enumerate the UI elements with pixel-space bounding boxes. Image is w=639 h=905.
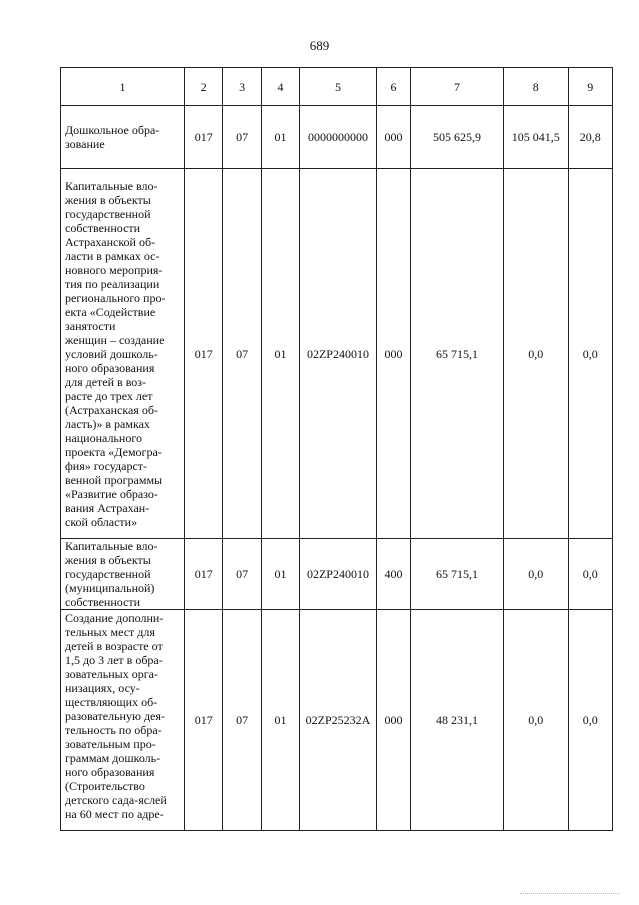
column-header: 2: [185, 68, 223, 106]
column-header: 3: [223, 68, 261, 106]
row-name: Капитальные вло- жения в объекты государственной (муниципальной) собственности: [61, 539, 185, 610]
table-row: [61, 610, 613, 831]
cell-percent: 0,0: [568, 610, 612, 831]
scan-artifact: [520, 893, 620, 896]
cell-target-article: 0000000000: [300, 106, 377, 169]
cell-amount: 48 231,1: [411, 610, 504, 831]
cell-expense-type: 000: [376, 610, 410, 831]
cell-amount: 505 625,9: [411, 106, 504, 169]
cell-target-article: 02ZP240010: [300, 539, 377, 610]
column-header: 5: [300, 68, 377, 106]
table-row: [61, 106, 613, 169]
cell-target-article: 02ZP25232A: [300, 610, 377, 831]
table-row: [61, 539, 613, 610]
cell-ministry-code: 017: [185, 539, 223, 610]
cell-subsection: 01: [261, 539, 299, 610]
cell-subsection: 01: [261, 610, 299, 831]
cell-section: 07: [223, 169, 261, 539]
cell-executed: 0,0: [503, 610, 568, 831]
table-row: [61, 169, 613, 539]
column-header: 7: [411, 68, 504, 106]
cell-amount: 65 715,1: [411, 539, 504, 610]
cell-executed: 0,0: [503, 169, 568, 539]
column-header: 4: [261, 68, 299, 106]
row-name: Создание дополни- тельных мест для детей в возрасте от 1,5 до 3 лет в обра- зовательных орга- низациях, осу- ществляющих об- разовательную дея- тельность по обра- зовательным про- граммам дошколь- ного образования (Строительство детского сада-яслей на 60 мест по адре-: [61, 610, 185, 831]
header-row: [61, 68, 613, 106]
column-header: 9: [568, 68, 612, 106]
cell-ministry-code: 017: [185, 169, 223, 539]
cell-percent: 20,8: [568, 106, 612, 169]
cell-expense-type: 400: [376, 539, 410, 610]
cell-executed: 105 041,5: [503, 106, 568, 169]
cell-expense-type: 000: [376, 106, 410, 169]
cell-percent: 0,0: [568, 169, 612, 539]
cell-percent: 0,0: [568, 539, 612, 610]
column-header: 6: [376, 68, 410, 106]
cell-ministry-code: 017: [185, 106, 223, 169]
cell-subsection: 01: [261, 106, 299, 169]
budget-table: [60, 67, 613, 831]
column-header: 8: [503, 68, 568, 106]
cell-section: 07: [223, 106, 261, 169]
cell-section: 07: [223, 610, 261, 831]
row-name: Капитальные вло- жения в объекты государственной собственности Астраханской об- ласти в рамках ос- новного мероприя- тия по реализации регионального про- екта «Содействие занятости женщин – создание условий дошколь- ного образования для детей в воз- расте до трех лет (Астраханская об- ласть)» в рамках национального проекта «Демогра- фия» государст- венной программы «Развитие образо- вания Астрахан- ской области»: [61, 169, 185, 539]
page-number: 689: [309, 38, 330, 53]
cell-executed: 0,0: [503, 539, 568, 610]
cell-section: 07: [223, 539, 261, 610]
cell-target-article: 02ZP240010: [300, 169, 377, 539]
column-header: 1: [61, 68, 185, 106]
cell-ministry-code: 017: [185, 610, 223, 831]
cell-subsection: 01: [261, 169, 299, 539]
row-name: Дошкольное обра- зование: [61, 106, 185, 169]
cell-expense-type: 000: [376, 169, 410, 539]
cell-amount: 65 715,1: [411, 169, 504, 539]
